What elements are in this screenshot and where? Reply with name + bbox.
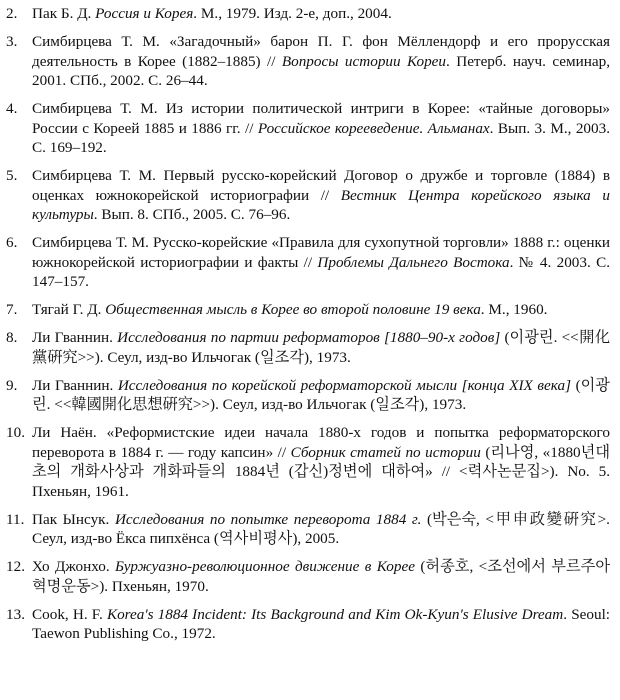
reference-item: [6, 233, 610, 292]
reference-segment: . Петерб. науч. семинар, 2001. СПб., 2002. С. 26–44.: [32, 52, 611, 89]
reference-text: [32, 300, 610, 320]
reference-segment: Симбирцева Т. М. Из истории политической интриги в Корее: «тайные договоры» России с Кореей 1885 и 1886 гг. //: [32, 100, 610, 137]
reference-number: 3.: [6, 33, 18, 50]
reference-text: [32, 605, 610, 644]
reference-item: [6, 32, 610, 91]
reference-text: [32, 233, 610, 292]
reference-number: 9.: [6, 376, 18, 394]
reference-text: [32, 557, 610, 596]
reference-segment: . № 4. 2003. С. 147–157.: [32, 253, 610, 290]
reference-number: 8.: [6, 329, 18, 346]
reference-text: [32, 423, 610, 501]
reference-item: [6, 605, 610, 644]
reference-item: [6, 557, 610, 596]
reference-item: [6, 166, 610, 225]
reference-text: [32, 99, 610, 158]
reference-title: Общественная мысль в Корее во второй половине 19 века: [105, 301, 481, 318]
reference-segment: . М., 1960.: [480, 301, 548, 318]
reference-number: 12.: [6, 558, 25, 575]
reference-title: Вопросы истории Кореи: [281, 52, 447, 70]
reference-item: [6, 300, 610, 320]
reference-segment: (박은숙, <甲申政變硏究>. Сеул, изд-во Ёкса пипхёнса (역사비평사), 2005.: [32, 510, 610, 547]
reference-title: Проблемы Дальнего Востока: [317, 253, 510, 271]
reference-segment: (이광린. <<韓國開化思想硏究>>). Сеул, изд-во Ильчогак (일조각), 1973.: [32, 376, 610, 413]
reference-title: Вестник Центра корейского языка и культуры: [32, 186, 610, 223]
reference-number: 7.: [6, 301, 18, 318]
reference-text: [32, 32, 610, 91]
reference-number: 2.: [6, 5, 18, 22]
reference-text: [32, 4, 610, 24]
reference-item: [6, 376, 610, 415]
reference-list: [6, 4, 610, 644]
reference-number: 6.: [6, 234, 18, 251]
reference-item: [6, 99, 610, 158]
reference-item: [6, 510, 610, 549]
reference-segment: Пак Ынсук.: [32, 510, 115, 528]
reference-item: [6, 423, 610, 501]
reference-title: Korea's 1884 Incident: Its Background and Kim Ok-Kyun's Elusive Dream: [106, 605, 564, 623]
reference-segment: . Seoul: Taewon Publishing Co., 1972.: [32, 605, 611, 642]
reference-segment: Симбирцева Т. М. Русско-корейские «Правила для сухопутной торговли» 1888 г.: оценки южнокорейской историографии и факты //: [32, 234, 610, 271]
reference-segment: Хо Джонхо.: [32, 558, 116, 575]
reference-segment: Ли Наён. «Реформистские идеи начала 1880-х годов и попытка реформаторского переворота в 1884 г. — году капсин» //: [32, 424, 610, 461]
reference-segment: Ли Гваннин.: [32, 329, 118, 346]
reference-number: 4.: [6, 100, 18, 117]
reference-text: [32, 510, 610, 549]
reference-segment: Симбирцева Т. М. «Загадочный» барон П. Г. фон Мёллендорф и его прорусская деятельность в Корее (1882–1885) //: [32, 33, 610, 70]
reference-number: 5.: [6, 167, 18, 184]
reference-title: Буржуазно-революционное движение в Корее: [115, 558, 415, 575]
reference-text: [32, 376, 610, 415]
reference-segment: Пак Б. Д.: [32, 5, 96, 22]
reference-segment: Тягай Г. Д.: [32, 301, 106, 318]
reference-segment: . Вып. 3. М., 2003. С. 169–192.: [32, 119, 611, 156]
reference-segment: Cook, H. F.: [32, 605, 107, 623]
reference-number: 11.: [6, 510, 25, 528]
reference-item: [6, 328, 610, 367]
reference-segment: (리나영, «1880년대 초의 개화사상과 개화파들의 1884년 (갑신)정변에 대하여» // <력사논문집>). No. 5. Пхеньян, 1961.: [32, 443, 610, 500]
reference-title: Исследования по корейской реформаторской мысли [конца XIX века]: [117, 376, 571, 394]
reference-text: [32, 328, 610, 367]
reference-segment: Симбирцева Т. М. Первый русско-корейский Договор о дружбе и торговле (1884) в оценках южнокорейской историографии //: [32, 167, 610, 204]
reference-title: Россия и Корея: [95, 5, 194, 22]
reference-number: 13.: [6, 605, 25, 623]
reference-title: Исследования по партии реформаторов [1880–90-х годов]: [117, 329, 501, 346]
reference-segment: . Вып. 8. СПб., 2005. С. 76–96.: [93, 206, 291, 223]
reference-text: [32, 166, 610, 225]
reference-item: [6, 4, 610, 24]
reference-title: Сборник статей по истории: [290, 443, 481, 461]
reference-segment: Ли Гваннин.: [32, 376, 118, 394]
reference-segment: . М., 1979. Изд. 2-е, доп., 2004.: [193, 5, 392, 22]
reference-segment: (허종호, <조선에서 부르주아혁명운동>). Пхеньян, 1970.: [32, 558, 610, 595]
reference-segment: (이광린. <<開化黨硏究>>). Сеул, изд-во Ильчогак (일조각), 1973.: [32, 329, 611, 366]
reference-number: 10.: [6, 424, 25, 441]
reference-title: Исследования по попытке переворота 1884 г.: [114, 510, 422, 528]
reference-title: Российское корееведение. Альманах: [257, 119, 490, 137]
